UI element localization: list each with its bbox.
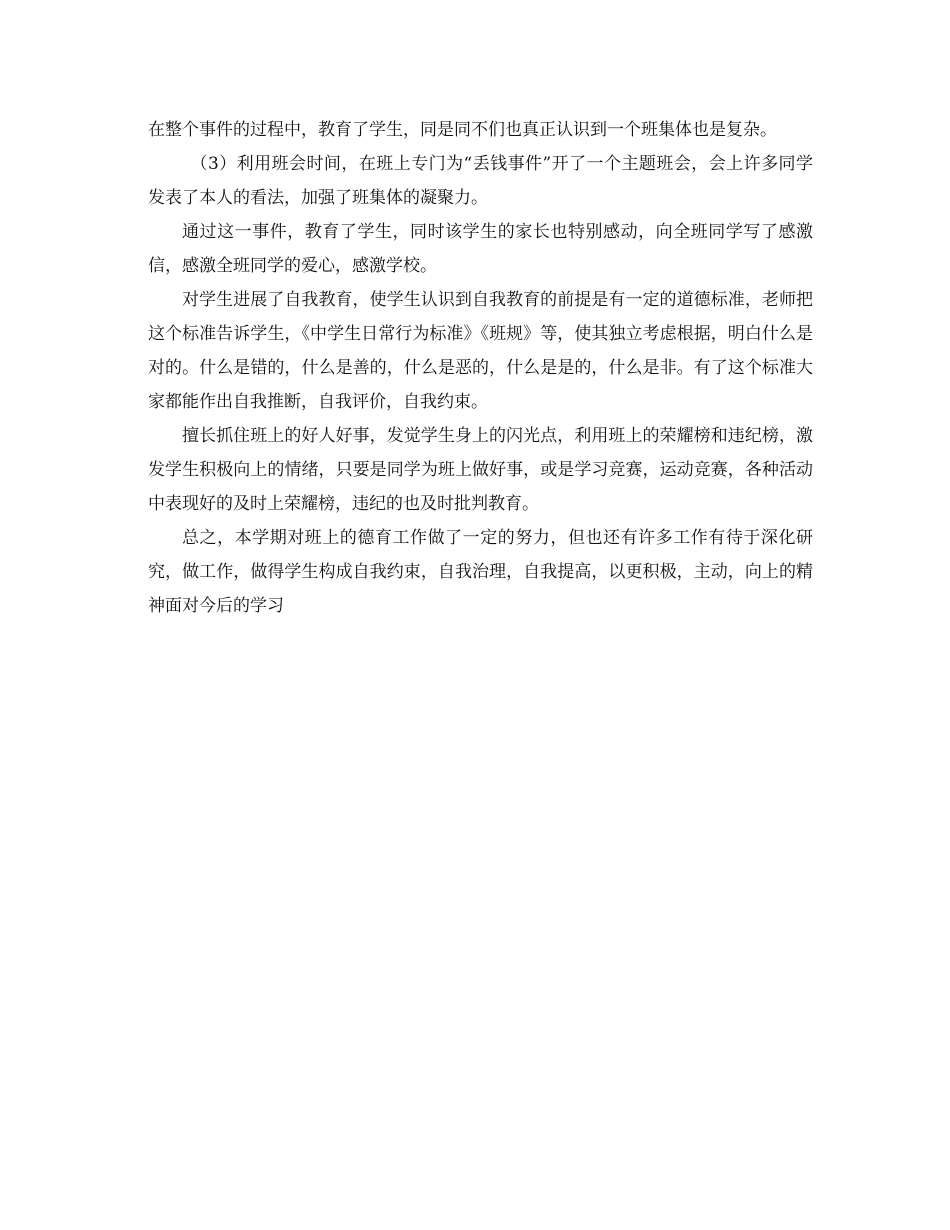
document-body [148, 113, 813, 623]
paragraph-1: 在整个事件的过程中，教育了学生，同是同不们也真正认识到一个班集体也是复杂。 [148, 120, 777, 140]
paragraph-2: （3）利用班会时间，在班上专门为“丢钱事件”开了一个主题班会，会上许多同学发表了本人的看法，加强了班集体的凝聚力。 [148, 154, 813, 208]
paragraph-5: 擅长抓住班上的好人好事，发觉学生身上的闪光点，利用班上的荣耀榜和违纪榜，激发学生积极向上的情绪，只要是同学为班上做好事，或是学习竞赛，运动竞赛，各种活动中表现好的及时上荣耀榜，违纪的也及时批判教育。 [148, 426, 813, 514]
paragraph-4: 对学生进展了自我教育，使学生认识到自我教育的前提是有一定的道德标准，老师把这个标准告诉学生，《中学生日常行为标准》《班规》等，使其独立考虑根据，明白什么是对的。什么是错的，什么是善的，什么是恶的，什么是是的，什么是非。有了这个标准大家都能作出自我推断，自我评价，自我约束。 [148, 290, 813, 412]
paragraph-3: 通过这一事件，教育了学生，同时该学生的家长也特别感动，向全班同学写了感激信，感激全班同学的爱心，感激学校。 [148, 222, 813, 276]
paragraph-6: 总之，本学期对班上的德育工作做了一定的努力，但也还有许多工作有待于深化研究，做工作，做得学生构成自我约束，自我治理，自我提高，以更积极，主动，向上的精神面对今后的学习 [148, 528, 813, 616]
